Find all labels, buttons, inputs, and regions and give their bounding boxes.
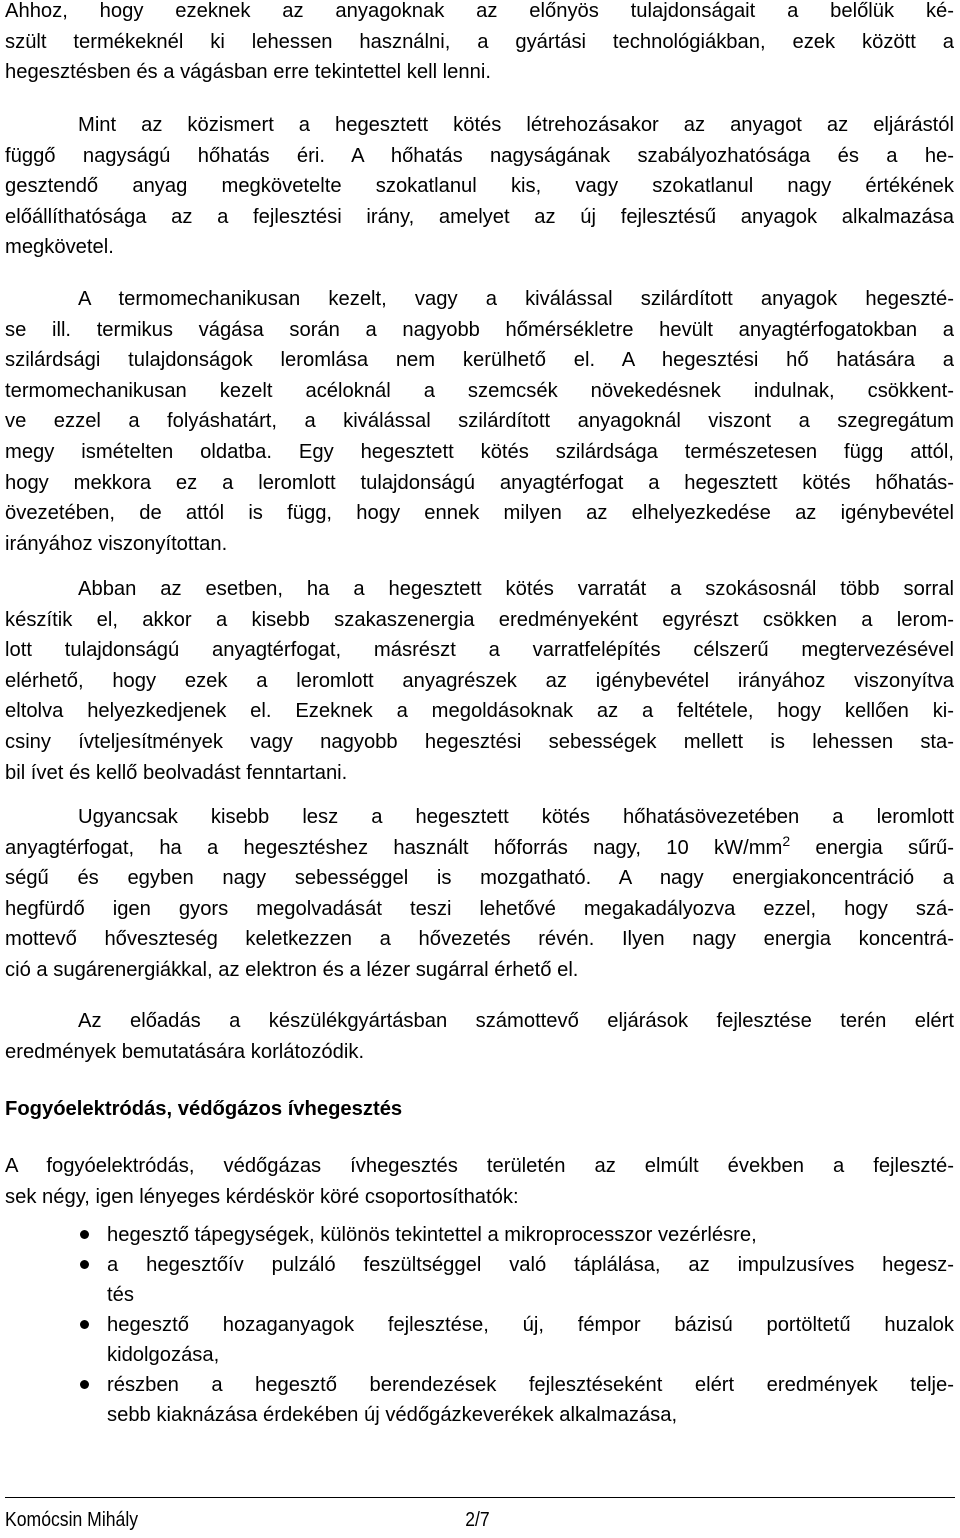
text-line: hegesztésben és a vágásban erre tekintettel kell lenni. xyxy=(5,61,491,84)
page-footer xyxy=(5,1506,841,1534)
paragraph-2 xyxy=(5,110,954,263)
bullet-icon xyxy=(80,1380,89,1389)
text-line: hegesztő hozaganyagok fejlesztése, új, fémpor bázisú portöltetű huzalok xyxy=(107,1314,954,1336)
list-item xyxy=(5,1220,954,1250)
page-number: 2/7 xyxy=(465,1509,490,1531)
text-line: ségű és egyben nagy sebességgel is mozgatható. A nagy energiakoncentráció a xyxy=(5,867,954,890)
text-line: ve ezzel a folyáshatárt, a kiválással szilárdított anyagoknál viszont a szegregátum xyxy=(5,410,954,433)
paragraph-3 xyxy=(5,284,954,559)
text-line: irányához viszonyítottan. xyxy=(5,532,228,555)
text-line: övezetében, de attól is függ, hogy ennek milyen az elhelyezkedése az igénybevétel xyxy=(5,502,954,525)
text-line: Ugyancsak kisebb lesz a hegesztett kötés hőhatásövezetében a leromlott xyxy=(78,806,954,828)
superscript-exponent: 2 xyxy=(782,832,791,849)
list-item xyxy=(5,1250,954,1310)
text-line: megy ismételten oldatba. Egy hegesztett kötés szilárdsága természetesen függ attól, xyxy=(5,440,954,463)
text-line: részben a hegesztő berendezések fejlesztéseként elért eredmények telje- xyxy=(107,1374,954,1396)
paragraph-4 xyxy=(5,574,954,788)
text-line: hogy mekkora ez a leromlott tulajdonságú anyagtérfogat a hegesztett kötés hőhatás- xyxy=(5,471,954,494)
text-line: Mint az közismert a hegesztett kötés létrehozásakor az anyagot az eljárástól xyxy=(78,114,954,136)
text-line: Abban az esetben, ha a hegesztett kötés varratát a szokásosnál több sorral xyxy=(78,578,954,600)
list-item xyxy=(5,1310,954,1370)
paragraph-6 xyxy=(5,1006,954,1067)
footer-divider xyxy=(5,1497,955,1498)
text-line: szilárdsági tulajdonságok leromlása nem kerülhető el. A hegesztési hő hatására a xyxy=(5,349,954,372)
section-heading: Fogyóelektródás, védőgázos ívhegesztés xyxy=(5,1098,403,1120)
paragraph-5 xyxy=(5,802,954,986)
text-line: hegfürdő igen gyors megolvadását teszi lehetővé megakadályozva ezzel, hogy szá- xyxy=(5,897,954,920)
text-line: szült termékeknél ki lehessen használni, a gyártási technológiákban, ezek között a xyxy=(5,30,954,53)
text-line: Ahhoz, hogy ezeknek az anyagoknak az előnyös tulajdonságait a belőlük ké- xyxy=(5,0,954,22)
footer-author: Komócsin Mihály xyxy=(5,1509,139,1531)
bullet-icon xyxy=(80,1320,89,1329)
text-line xyxy=(5,833,954,864)
text-line: bil ívet és kellő beolvadást fenntartani. xyxy=(5,761,348,784)
text-line: lott tulajdonságú anyagtérfogat, másrészt a varratfelépítés célszerű megtervezésével xyxy=(5,639,954,662)
text-line: ció a sugárenergiákkal, az elektron és a lézer sugárral érhető el. xyxy=(5,958,579,981)
bullet-icon xyxy=(80,1260,89,1269)
list-item xyxy=(5,1370,954,1430)
text-line: tés xyxy=(107,1284,134,1306)
text-line: előállíthatósága az a fejlesztési irány, amelyet az új fejlesztésű anyagok alkalmazása xyxy=(5,205,954,228)
text-line: eredmények bemutatására korlátozódik. xyxy=(5,1040,365,1063)
bullet-list xyxy=(5,1220,954,1430)
paragraph-1 xyxy=(5,0,954,88)
text-line: eltolva helyezkedjenek el. Ezeknek a megoldásoknak az a feltétele, hogy kellően ki- xyxy=(5,700,954,723)
text-fragment: energia sűrű- xyxy=(790,836,954,859)
text-line: a hegesztőív pulzáló feszültséggel való táplálása, az impulzusíves hegesz- xyxy=(107,1254,954,1276)
text-line: A fogyóelektródás, védőgázas ívhegesztés területén az elmúlt években a fejleszté- xyxy=(5,1155,954,1177)
text-line: hegesztő tápegységek, különös tekintettel a mikroprocesszor vezérlésre, xyxy=(107,1224,757,1246)
text-line: gesztendő anyag megkövetelte szokatlanul kis, vagy szokatlanul nagy értékének xyxy=(5,175,954,198)
text-line: készítik el, akkor a kisebb szakaszenergia eredményeként egyrészt csökken a lerom- xyxy=(5,608,954,631)
text-line: kidolgozása, xyxy=(107,1344,220,1366)
text-line: sebb kiaknázása érdekében új védőgázkeverékek alkalmazása, xyxy=(107,1404,678,1426)
text-line: csiny ívteljesítmények vagy nagyobb hegesztési sebességek mellett is lehessen sta- xyxy=(5,730,954,753)
text-line: se ill. termikus vágása során a nagyobb hőmérsékletre hevült anyagtérfogatokban a xyxy=(5,318,954,341)
text-line: termomechanikusan kezelt acéloknál a szemcsék növekedésnek indulnak, csökkent- xyxy=(5,379,954,402)
text-line: sek négy, igen lényeges kérdéskör köré csoportosíthatók: xyxy=(5,1185,519,1208)
bullet-icon xyxy=(80,1230,89,1239)
text-line: megkövetel. xyxy=(5,236,114,259)
text-line: Az előadás a készülékgyártásban számottevő eljárások fejlesztése terén elért xyxy=(78,1010,954,1032)
text-line: A termomechanikusan kezelt, vagy a kiválással szilárdított anyagok hegeszté- xyxy=(78,288,954,310)
section-intro xyxy=(5,1151,954,1212)
text-line: mottevő hőveszteség keletkezzen a hővezetés révén. Ilyen nagy energia koncentrá- xyxy=(5,928,954,951)
text-line: függő nagyságú hőhatás éri. A hőhatás nagyságának szabályozhatósága és a he- xyxy=(5,144,954,167)
text-line: elérhető, hogy ezek a leromlott anyagrészek az igénybevétel irányához viszonyítva xyxy=(5,669,954,692)
text-fragment: anyagtérfogat, ha a hegesztéshez használt hőforrás nagy, 10 kW/mm xyxy=(5,836,783,859)
